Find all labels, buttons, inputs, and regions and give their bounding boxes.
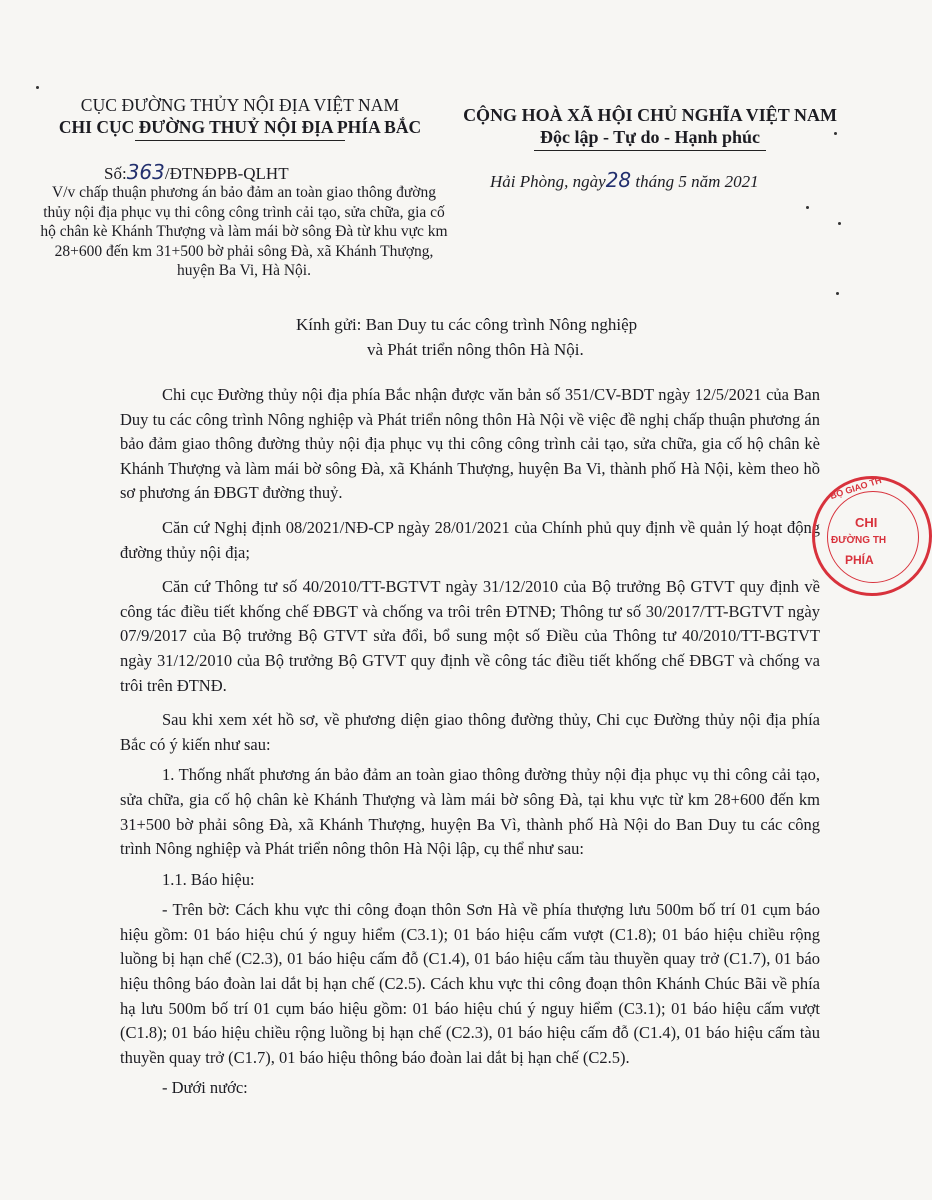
doc-suffix: /ĐTNĐPB-QLHT (164, 164, 289, 183)
scan-speck (834, 132, 837, 135)
day-handwritten: 28 (605, 168, 632, 192)
seal-text-3: PHÍA (845, 553, 874, 567)
national-header (450, 104, 850, 151)
issuer-underline (135, 140, 345, 141)
paragraph: Căn cứ Thông tư số 40/2010/TT-BGTVT ngày 31/12/2010 của Bộ trưởng Bộ GTVT quy định về công tác điều tiết khống chế ĐBGT và chống va trôi trên ĐTNĐ; Thông tư số 30/2017/TT-BGTVT ngày 07/9/2017 của Bộ trưởng Bộ GTVT sửa đổi, bổ sung một số Điều của Thông tư 40/2010/TT-BGTVT ngày 31/12/2010 của Bộ trưởng Bộ GTVT quy định về công tác điều tiết khống chế ĐBGT và chống va trôi trên ĐTNĐ. (120, 577, 820, 695)
doc-prefix: Số: (104, 164, 127, 183)
seal-text-1: CHI (855, 515, 878, 530)
paragraph: 1. Thống nhất phương án bảo đảm an toàn giao thông đường thủy nội địa phục vụ thi công cải tạo, sửa chữa, gia cố hộ chân kè Khánh Thượng và làm mái bờ sông Đà, tại khu vực từ km 28+600 đến km 31+500 bờ phải sông Đà, xã Khánh Thượng, huyện Ba Vì, thành phố Hà Nội do Ban Duy tu các công trình Nông nghiệp và Phát triển nông thôn Hà Nội lập, cụ thể như sau: (120, 765, 820, 859)
motto-underline (534, 150, 766, 151)
country-name: CỘNG HOÀ XÃ HỘI CHỦ NGHĨA VIỆT NAM (463, 105, 837, 125)
official-seal (812, 476, 932, 596)
national-motto: Độc lập - Tự do - Hạnh phúc (539, 127, 761, 147)
place-suffix: tháng 5 năm 2021 (635, 172, 759, 191)
scan-speck (836, 292, 839, 295)
document-body (120, 383, 820, 1107)
paragraph: Căn cứ Nghị định 08/2021/NĐ-CP ngày 28/01/2021 của Chính phủ quy định về quản lý hoạt động đường thủy nội địa; (120, 517, 820, 562)
place-prefix: Hải Phòng, ngày (490, 172, 606, 191)
document-subject: V/v chấp thuận phương án bảo đảm an toàn giao thông đường thủy nội địa phục vụ thi công công trình cải tạo, sửa chữa, gia cố hộ chân kè Khánh Thượng và làm mái bờ sông Đà từ khu vực km 28+600 đến km 31+500 bờ phải sông Đà, xã Khánh Thượng, huyện Ba Vi, Hà Nội. (40, 184, 448, 279)
agency-name: CỤC ĐƯỜNG THỦY NỘI ĐỊA VIỆT NAM (80, 95, 400, 115)
place-date (490, 168, 759, 192)
seal-text-top: BỘ GIAO TH (828, 474, 883, 502)
paragraph: 1.1. Báo hiệu: (162, 869, 255, 889)
paragraph: Chi cục Đường thủy nội địa phía Bắc nhận được văn bản số 351/CV-BDT ngày 12/5/2021 của Ban Duy tu các công trình Nông nghiệp và Phát triển nông thôn Hà Nội về việc đề nghị chấp thuận phương án bảo đảm giao thông đường thủy nội địa phục vụ thi công công trình cải tạo, sửa chữa, gia cố hộ chân kè Khánh Thượng và làm mái bờ sông Đà, xã Khánh Thượng, huyện Ba Vi, thành phố Hà Nội, kèm theo hồ sơ phương án ĐBGT đường thuỷ. (120, 385, 820, 503)
recipient-line-1: Kính gửi: Ban Duy tu các công trình Nông nghiệp (296, 315, 638, 334)
subagency-name: CHI CỤC ĐƯỜNG THUỶ NỘI ĐỊA PHÍA BẮC (58, 117, 422, 137)
doc-number-handwritten: 363 (126, 160, 165, 184)
seal-text-2: ĐƯỜNG TH (831, 535, 887, 546)
paragraph: - Trên bờ: Cách khu vực thi công đoạn thôn Sơn Hà về phía thượng lưu 500m bố trí 01 cụm báo hiệu gồm: 01 báo hiệu chú ý nguy hiểm (C3.1); 01 báo hiệu cấm vượt (C1.8); 01 báo hiệu chiều rộng luồng bị hạn chế (C2.3), 01 báo hiệu cấm đỗ (C1.4), 01 báo hiệu cấm tàu thuyền quay trở (C1.7), 01 báo hiệu thông báo đoàn lai dắt bị hạn chế (C2.5). Cách khu vực thi công đoạn thôn Khánh Chúc Bãi về phía hạ lưu 500m bố trí 01 cụm báo hiệu gồm: 01 báo hiệu chú ý nguy hiểm (C3.1); 01 báo hiệu cấm vượt (C1.8); 01 báo hiệu chiều rộng luồng bị hạn chế (C2.3), 01 báo hiệu cấm đỗ (C1.4), 01 báo hiệu cấm tàu thuyền quay trở (C1.7), 01 báo hiệu thông báo đoàn lai dắt bị hạn chế (C2.5). (120, 900, 820, 1067)
recipient-block (296, 312, 637, 362)
issuer-block (40, 94, 440, 141)
scan-speck (36, 86, 39, 89)
scan-speck (806, 206, 809, 209)
scan-speck (838, 222, 841, 225)
recipient-line-2: và Phát triển nông thôn Hà Nội. (367, 340, 584, 359)
paragraph: - Dưới nước: (162, 1078, 248, 1098)
document-number (104, 160, 289, 184)
paragraph: Sau khi xem xét hồ sơ, về phương diện giao thông đường thủy, Chi cục Đường thủy nội địa phía Bắc có ý kiến như sau: (120, 710, 820, 754)
